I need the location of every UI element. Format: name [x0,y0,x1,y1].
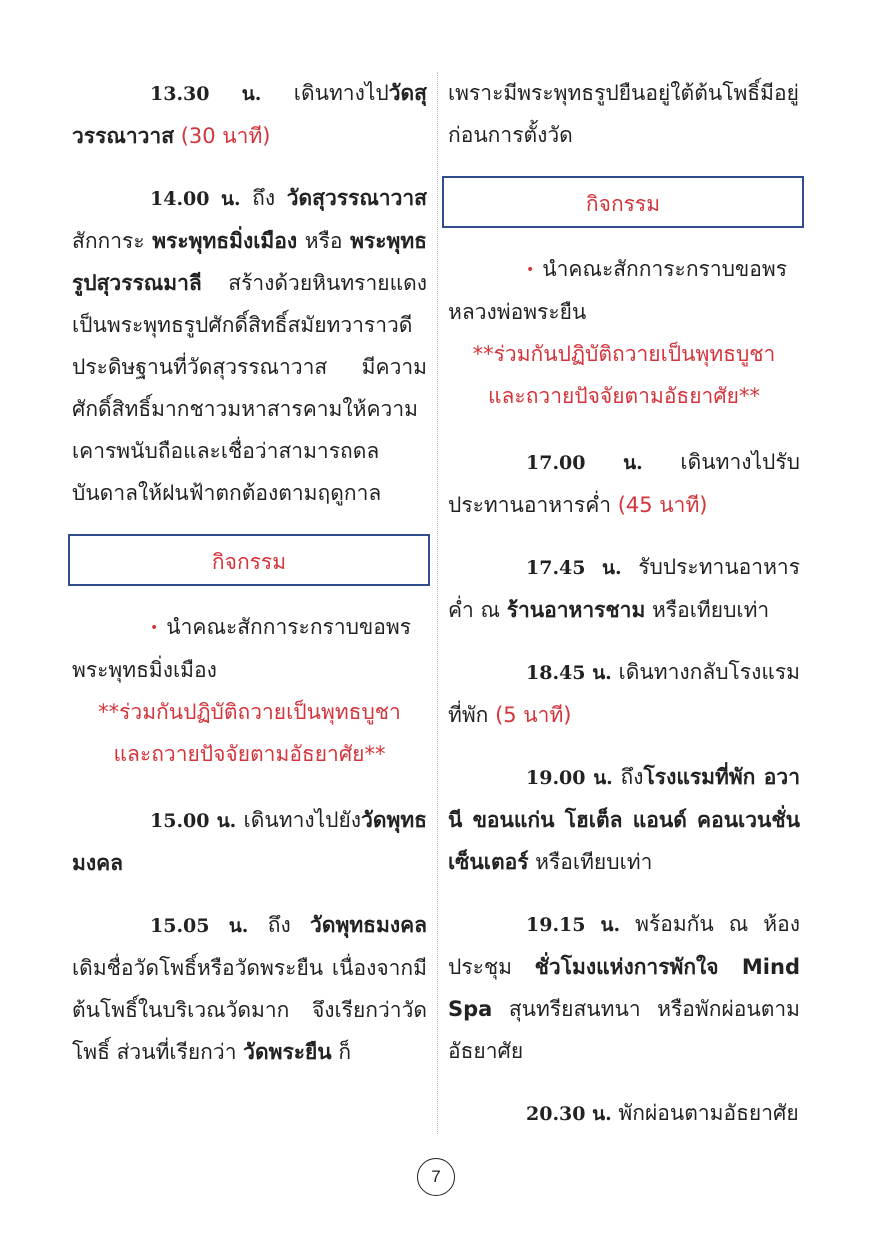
schedule-item-1400 [72,177,427,514]
left-column [72,72,427,1093]
note-line: **ร่วมกันปฏิบัติถวายเป็นพุทธบูชา [472,342,776,366]
time-label: 17.45 น. [526,557,622,579]
schedule-item-1745 [448,546,800,631]
item-text: เดินทางไป [261,81,389,105]
item-text: เดิมชื่อวัดโพธิ์หรือวัดพระยืน เนื่องจากมีต้นโพธิ์ในบริเวณวัดมาก จึงเรียกว่าวัดโพธิ์ ส่วนที่เรียกว่า [72,956,427,1064]
time-label: 17.00 น. [526,452,643,474]
duration: (5 นาที) [488,703,572,727]
place-name: วัดสุวรรณาวาส [72,81,427,148]
item-text: ถึง [248,913,311,937]
duration: (30 นาที) [174,124,271,148]
schedule-item-2030 [448,1092,800,1135]
item-text: เดินทางกลับโรงแรมที่พัก [448,660,800,727]
item-text: เดินทางไปรับประทานอาหารค่ำ [448,450,800,517]
item-text: ก็ [331,1040,352,1064]
schedule-item-1500 [72,799,427,884]
activity-text: นำคณะสักการะกราบขอพรพระพุทธมิ่งเมือง [72,615,412,682]
item-text: ถึง [612,765,644,789]
schedule-item-1505 [72,904,427,1073]
item-text: หรือเทียบเท่า [528,850,653,874]
schedule-item-1915 [448,903,800,1072]
item-text: ถึง [240,186,287,210]
note-line: และถวายปัจจัยตามอัธยาศัย** [488,384,760,408]
activity-heading-box: กิจกรรม [442,176,804,228]
schedule-item-1330 [72,72,427,157]
bullet-icon: • [526,262,535,278]
hotel-name: โรงแรมที่พัก อวานี ขอนแก่น โฮเต็ล แอนด์ คอนเวนชั่น เซ็นเตอร์ [448,765,800,874]
time-label: 18.45 น. [526,662,612,684]
item-text: หรือ [297,229,351,253]
place-name: ร้านอาหารชาม [506,598,646,622]
program-name: ชั่วโมงแห่งการพักใจ Mind Spa [448,955,800,1021]
column-divider [437,72,438,1134]
time-label: 15.05 น. [150,915,249,937]
time-label: 20.30 น. [526,1103,612,1125]
schedule-item-1700 [448,441,800,526]
duration: (45 นาที) [611,493,708,517]
time-label: 19.15 น. [526,914,621,936]
place-name: วัดพุทธมงคล [310,913,427,937]
item-text: พร้อมกัน ณ ห้องประชุม [448,912,800,979]
place-name: วัดสุวรรณาวาส [286,186,427,210]
item-text: สุนทรียสนทนา หรือพักผ่อนตามอัธยาศัย [448,997,800,1063]
item-text: สักการะ [72,229,153,253]
buddha-name: พระพุทธมิ่งเมือง [152,229,298,253]
place-name: วัดพระยืน [243,1040,332,1064]
item-text: สร้างด้วยหินทรายแดง เป็นพระพุทธรูปศักดิ์สิทธิ์สมัยทวาราวดี ประดิษฐานที่วัดสุวรรณาวาส มีความศักดิ์สิทธิ์มากชาวมหาสารคามให้ความเคารพนับถือและเชื่อว่าสามารถดลบันดาลให้ฝนฟ้าตกต้องตามฤดูกาล [72,271,427,505]
item-text: พักผ่อนตามอัธยาศัย [611,1101,799,1125]
continued-text: เพราะมีพระพุทธรูปยืนอยู่ใต้ต้นโพธิ์มีอยู่ก่อนการตั้งวัด [448,81,799,147]
time-label: 13.30 น. [150,83,262,105]
time-label: 14.00 น. [150,188,241,210]
bullet-icon: • [150,620,159,636]
page-number: 7 [417,1158,455,1196]
activity-text: นำคณะสักการะกราบขอพรหลวงพ่อพระยืน [448,257,788,324]
note-line: **ร่วมกันปฏิบัติถวายเป็นพุทธบูชา [98,700,401,724]
note-line: และถวายปัจจัยตามอัธยาศัย** [113,742,386,766]
schedule-item-1900 [448,756,800,883]
item-text: หรือเทียบเท่า [645,598,770,622]
activity-item [72,606,427,691]
activity-item [448,248,800,333]
schedule-item-1845 [448,651,800,736]
right-column [448,72,800,1155]
item-text: รับประทานอาหารค่ำ ณ [448,555,801,622]
buddha-name: พระพุทธรูปสุวรรณมาลี [72,229,427,295]
place-name: วัดพุทธมงคล [72,808,427,875]
item-text: เดินทางไปยัง [236,808,362,832]
time-label: 19.00 น. [526,767,613,789]
activity-heading-box: กิจกรรม [68,534,430,586]
time-label: 15.00 น. [150,810,237,832]
